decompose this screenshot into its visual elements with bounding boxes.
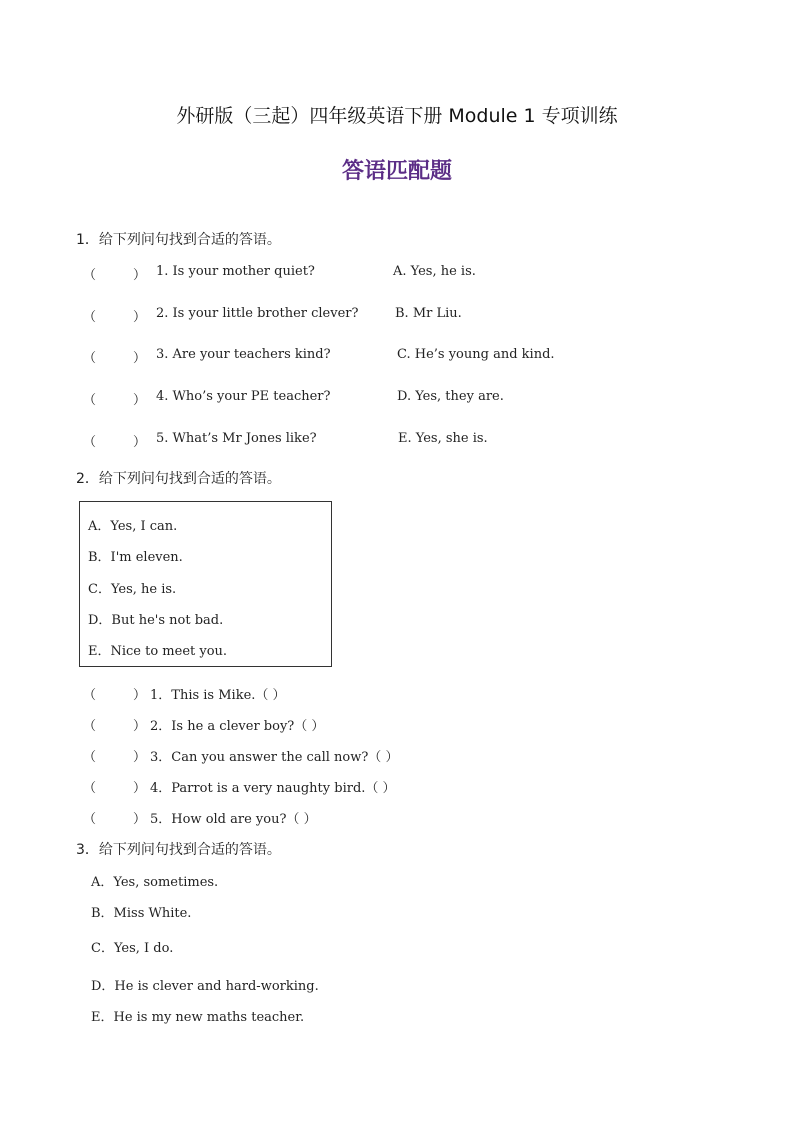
section-1-row [0,431,794,449]
question-text: 3．Can you answer the call now?（ ） [150,750,399,765]
answer-option: B．I'm eleven. [88,550,183,565]
section-3-heading: 3．给下列问句找到合适的答语。 [76,842,281,858]
answer-option: D. Yes, they are. [397,389,504,404]
section-2-row [0,715,794,733]
answer-options-box [79,501,332,667]
question-text: 1．This is Mike.（ ） [150,688,286,703]
answer-option: C．Yes, he is. [88,582,177,597]
answer-blank-open[interactable]: （ [83,750,97,765]
answer-option: B．Miss White. [91,906,192,921]
answer-blank-open[interactable]: （ [83,351,97,366]
answer-blank-close: ） [133,435,147,450]
answer-blank-close: ） [133,393,147,408]
answer-option: D．He is clever and hard-working. [91,979,319,994]
section-2-heading: 2．给下列问句找到合适的答语。 [76,471,281,487]
question-text: 4．Parrot is a very naughty bird.（ ） [150,781,396,796]
answer-option: E．He is my new maths teacher. [91,1010,305,1025]
answer-option: A. Yes, he is. [393,264,476,279]
section-1-row [0,389,794,407]
answer-blank-close: ） [133,268,147,283]
question-text: 2. Is your little brother clever? [156,306,359,321]
section-1-row [0,306,794,324]
answer-option: A．Yes, I can. [88,519,178,534]
answer-option: B. Mr Liu. [395,306,462,321]
section-2-row [0,777,794,795]
section-1-heading: 1．给下列问句找到合适的答语。 [76,232,281,248]
section-2-row [0,684,794,702]
answer-option: E. Yes, she is. [398,431,488,446]
answer-blank-close: ） [133,688,147,703]
answer-blank-open[interactable]: （ [83,812,97,827]
answer-blank-close: ） [133,719,147,734]
answer-blank-open[interactable]: （ [83,435,97,450]
answer-blank-open[interactable]: （ [83,719,97,734]
section-1-row [0,264,794,282]
answer-blank-open[interactable]: （ [83,393,97,408]
answer-blank-open[interactable]: （ [83,781,97,796]
answer-blank-open[interactable]: （ [83,268,97,283]
question-text: 5．How old are you?（ ） [150,812,317,827]
answer-blank-close: ） [133,812,147,827]
page-title: 外研版（三起）四年级英语下册 Module 1 专项训练 [176,105,618,127]
answer-blank-open[interactable]: （ [83,310,97,325]
section-1-row [0,347,794,365]
question-text: 2．Is he a clever boy?（ ） [150,719,325,734]
answer-option: C．Yes, I do. [91,941,174,956]
answer-blank-close: ） [133,310,147,325]
answer-option: D．But he's not bad. [88,613,224,628]
question-text: 1. Is your mother quiet? [156,264,315,279]
question-text: 3. Are your teachers kind? [156,347,331,362]
answer-blank-close: ） [133,351,147,366]
answer-blank-close: ） [133,750,147,765]
question-text: 4. Who’s your PE teacher? [156,389,331,404]
section-2-row [0,746,794,764]
question-text: 5. What’s Mr Jones like? [156,431,317,446]
answer-option: C. He’s young and kind. [397,347,555,362]
answer-option: A．Yes, sometimes. [91,875,219,890]
answer-blank-close: ） [133,781,147,796]
answer-option: E．Nice to meet you. [88,644,228,659]
section-2-row [0,808,794,826]
page-subtitle: 答语匹配题 [341,158,452,184]
answer-blank-open[interactable]: （ [83,688,97,703]
